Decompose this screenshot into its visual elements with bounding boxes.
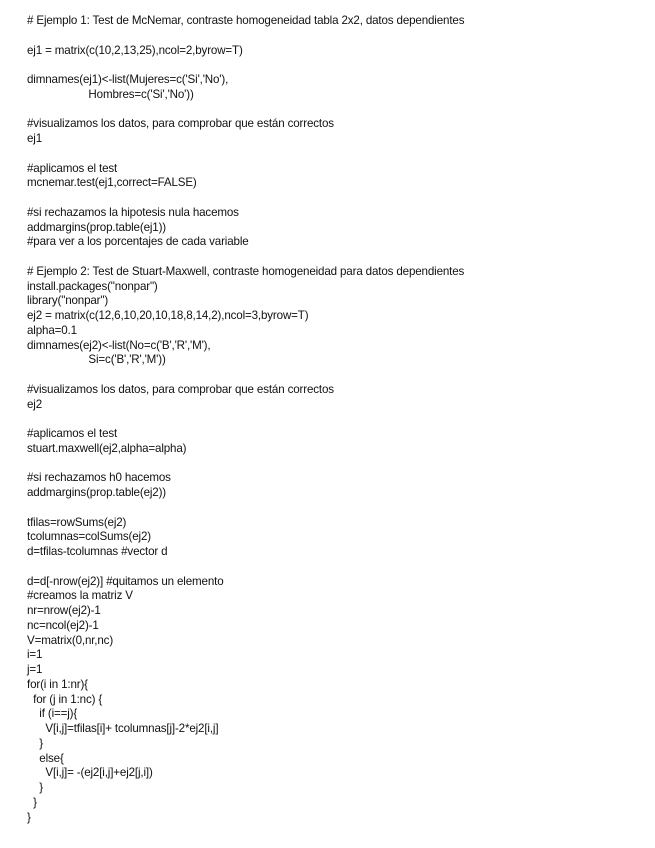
code-line: Hombres=c('Si','No')) (27, 87, 194, 101)
code-line: if (i==j){ (27, 707, 78, 721)
code-line: #visualizamos los datos, para comprobar que están correctos (27, 117, 334, 131)
code-line: } (27, 795, 37, 809)
code-line: } (27, 781, 44, 794)
code-line (27, 457, 647, 472)
code-line (27, 29, 647, 44)
code-line: ej1 (27, 132, 43, 145)
code-line: else{ (27, 751, 64, 765)
code-line (27, 191, 647, 206)
code-line: nr=nrow(ej2)-1 (27, 604, 101, 617)
code-line: V=matrix(0,nr,nc) (27, 633, 114, 647)
code-line: nc=ncol(ej2)-1 (27, 618, 99, 632)
code-line: V[i,j]= -(ej2[i,j]+ej2[j,i]) (27, 766, 153, 780)
code-line: } (27, 736, 44, 750)
code-line: #aplicamos el test (27, 427, 118, 440)
code-line: # Ejemplo 1: Test de McNemar, contraste homogeneidad tabla 2x2, datos dependientes (27, 14, 465, 27)
code-line: #aplicamos el test (27, 161, 118, 175)
code-line: alpha=0.1 (27, 323, 77, 337)
code-line: d=tfilas-tcolumnas #vector d (27, 545, 168, 558)
code-line: stuart.maxwell(ej2,alpha=alpha) (27, 441, 187, 455)
code-line: library("nonpar") (27, 294, 109, 308)
code-document (27, 14, 647, 825)
code-line: for (j in 1:nc) { (27, 692, 103, 706)
code-line: i=1 (27, 648, 43, 662)
code-line (27, 103, 647, 118)
code-line: mcnemar.test(ej1,correct=FALSE) (27, 176, 197, 190)
code-line (27, 412, 647, 427)
code-line: d=d[-nrow(ej2)] #quitamos un elemento (27, 574, 224, 588)
code-line: #si rechazamos la hipotesis nula hacemos (27, 205, 239, 219)
code-line (27, 368, 647, 383)
code-line: #si rechazamos h0 hacemos (27, 471, 171, 485)
code-line: ej2 = matrix(c(12,6,10,20,10,18,8,14,2),ncol=3,byrow=T) (27, 309, 309, 322)
code-line: for(i in 1:nr){ (27, 677, 88, 691)
code-line (27, 58, 647, 73)
code-line: #creamos la matriz V (27, 589, 133, 603)
code-line: V[i,j]=tfilas[i]+ tcolumnas[j]-2*ej2[i,j] (27, 722, 219, 735)
code-line: tcolumnas=colSums(ej2) (27, 530, 151, 544)
code-line: } (27, 810, 31, 824)
code-line: dimnames(ej2)<-list(No=c('B','R','M'), (27, 338, 211, 352)
code-line: dimnames(ej1)<-list(Mujeres=c('Si','No'), (27, 73, 229, 86)
code-line: addmargins(prop.table(ej2)) (27, 486, 167, 499)
code-line: #visualizamos los datos, para comprobar que están correctos (27, 382, 334, 396)
code-line: addmargins(prop.table(ej1)) (27, 220, 167, 234)
code-line: install.packages("nonpar") (27, 279, 158, 293)
code-line: j=1 (27, 663, 43, 676)
code-line (27, 250, 647, 265)
code-line (27, 560, 647, 575)
code-line: # Ejemplo 2: Test de Stuart-Maxwell, contraste homogeneidad para datos dependientes (27, 264, 465, 278)
code-line: ej2 (27, 397, 43, 411)
code-line (27, 147, 647, 162)
code-line (27, 501, 647, 516)
code-line: #para ver a los porcentajes de cada variable (27, 235, 249, 249)
code-line: ej1 = matrix(c(10,2,13,25),ncol=2,byrow=T) (27, 43, 243, 57)
code-line: Si=c('B','R','M')) (27, 353, 166, 367)
code-line: tfilas=rowSums(ej2) (27, 515, 127, 529)
